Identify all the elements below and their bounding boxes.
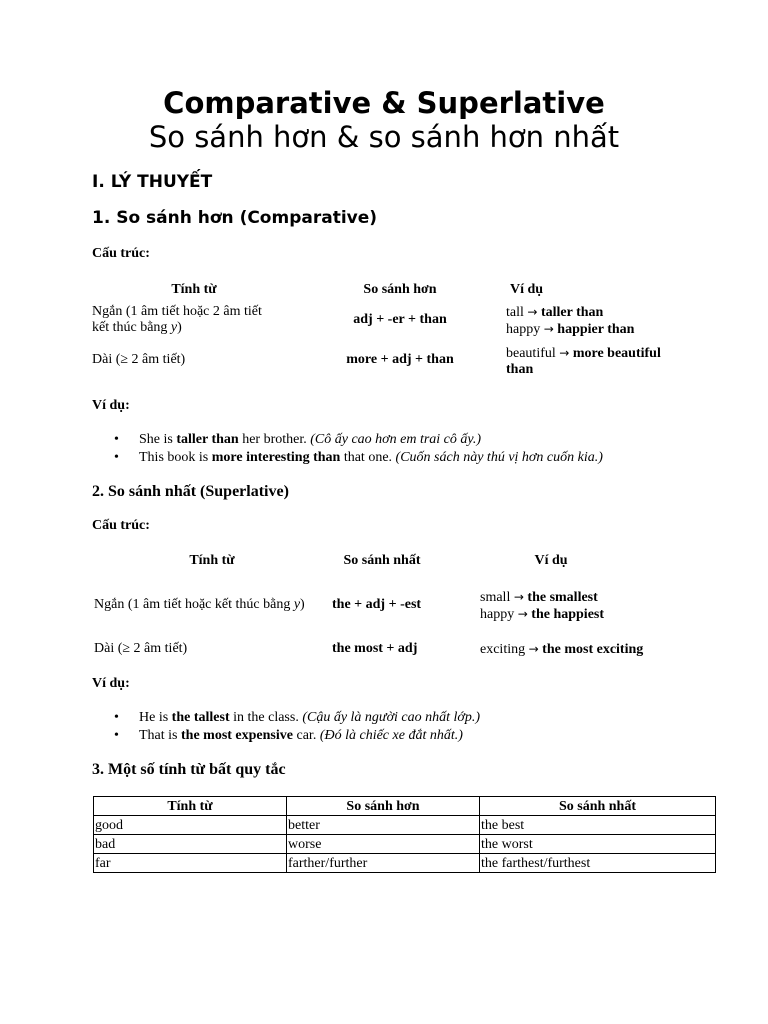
result: the smallest — [527, 590, 598, 605]
superlative-examples-list — [92, 709, 732, 745]
structure-label-text: Cấu trúc: — [92, 518, 150, 533]
word: happy — [480, 607, 515, 622]
adj-suffix: ) — [300, 597, 305, 612]
theory-heading-text: I. LÝ THUYẾT — [92, 172, 213, 192]
sup-row2-form: the most + adj — [332, 641, 418, 656]
irr-header-adj: Tính từ — [94, 797, 287, 816]
arrow-right-icon: → — [517, 607, 528, 621]
irregular-heading: 3. Một số tính từ bất quy tắc — [92, 761, 286, 778]
comp-row2-form: more + adj + than — [346, 352, 454, 367]
superlative-structure-label — [92, 518, 150, 534]
comp-row1-adj-line2 — [92, 320, 302, 336]
comparative-structure-label — [92, 246, 150, 262]
example-translation: (Cậu ấy là người cao nhất lớp.) — [302, 710, 481, 725]
comp-header-form: So sánh hơn — [363, 282, 437, 297]
example-text: She is — [139, 432, 177, 447]
comp-row1-form: adj + -er + than — [353, 312, 447, 327]
page-title: Comparative & Superlative — [163, 86, 605, 120]
comp-header-adj: Tính từ — [171, 282, 217, 297]
result: more beautiful — [572, 346, 661, 361]
sup-header-example: Ví dụ — [534, 553, 568, 568]
comparative-examples-list — [92, 431, 732, 467]
comp-row2-example1 — [506, 345, 706, 362]
arrow-right-icon: → — [527, 305, 538, 319]
irregular-table — [93, 796, 716, 873]
structure-label-text: Cấu trúc: — [92, 246, 150, 261]
page-subtitle: So sánh hơn & so sánh hơn nhất — [148, 120, 620, 154]
theory-heading — [92, 172, 212, 192]
adj-letter: y — [170, 320, 178, 335]
example-translation: (Cô ấy cao hơn em trai cô ấy.) — [310, 432, 482, 447]
table-cell: the worst — [480, 835, 716, 854]
result: taller than — [540, 305, 604, 320]
adj-text: Ngắn (1 âm tiết hoặc kết thúc bằng — [94, 597, 294, 612]
example-bold: more interesting than — [211, 450, 341, 465]
result: the happiest — [531, 607, 605, 622]
superlative-heading: 2. So sánh nhất (Superlative) — [92, 483, 289, 500]
irr-header-comparative: So sánh hơn — [287, 797, 480, 816]
table-cell: farther/further — [287, 854, 480, 873]
example-text: That is — [139, 728, 181, 743]
list-item — [92, 431, 732, 449]
word: happy — [506, 322, 541, 337]
table-row — [94, 816, 716, 835]
irr-header-superlative: So sánh nhất — [480, 797, 716, 816]
table-cell: good — [94, 816, 287, 835]
word: exciting — [480, 642, 526, 657]
example-text: He is — [139, 710, 172, 725]
table-cell: the farthest/furthest — [480, 854, 716, 873]
sup-header-form: So sánh nhất — [343, 553, 421, 568]
adj-text: kết thúc bằng — [92, 320, 171, 335]
example-text: her brother. — [238, 432, 311, 447]
table-cell: better — [287, 816, 480, 835]
arrow-right-icon: → — [559, 346, 570, 360]
example-text: in the class. — [229, 710, 303, 725]
sup-row1-example2 — [480, 606, 720, 623]
word: tall — [506, 305, 524, 320]
comp-row1-adj — [92, 304, 302, 336]
list-item — [92, 709, 732, 727]
superlative-examples-label — [92, 676, 130, 692]
table-cell: bad — [94, 835, 287, 854]
table-cell: worse — [287, 835, 480, 854]
table-row — [94, 854, 716, 873]
result: happier than — [557, 322, 635, 337]
sup-header-adj: Tính từ — [189, 553, 235, 568]
example-text: car. — [293, 728, 320, 743]
comp-row2-example1-cont: than — [506, 362, 534, 377]
example-bold: the most expensive — [181, 728, 293, 743]
arrow-right-icon: → — [513, 590, 524, 604]
adj-letter: y — [293, 597, 301, 612]
sup-row1-example1 — [480, 589, 720, 606]
table-cell: far — [94, 854, 287, 873]
list-item — [92, 727, 732, 745]
adj-suffix: ) — [177, 320, 182, 335]
sup-row1-form: the + adj + -est — [332, 597, 422, 612]
result: the most exciting — [542, 642, 644, 657]
table-row — [94, 835, 716, 854]
arrow-right-icon: → — [528, 642, 539, 656]
comp-row2-examples — [506, 345, 706, 378]
example-bold: the tallest — [171, 710, 230, 725]
example-bold: taller than — [176, 432, 239, 447]
table-header-row — [94, 797, 716, 816]
example-translation: (Cuốn sách này thú vị hơn cuốn kia.) — [395, 450, 603, 465]
sup-row2-adj: Dài (≥ 2 âm tiết) — [94, 641, 188, 656]
example-text: that one. — [340, 450, 396, 465]
comp-row1-adj-line1: Ngắn (1 âm tiết hoặc 2 âm tiết — [92, 304, 262, 319]
sup-row2-example1 — [480, 641, 720, 658]
comparative-heading: 1. So sánh hơn (Comparative) — [92, 208, 378, 228]
comp-row1-example1 — [506, 304, 706, 321]
comparative-examples-label: Ví dụ: — [92, 398, 130, 413]
sup-row1-adj — [94, 597, 334, 613]
comp-header-example: Ví dụ — [510, 282, 544, 297]
comp-row1-example2 — [506, 321, 706, 338]
examples-label-text: Ví dụ: — [92, 676, 130, 691]
example-translation: (Đó là chiếc xe đắt nhất.) — [319, 728, 463, 743]
word: small — [480, 590, 511, 605]
word: beautiful — [506, 346, 556, 361]
sup-row1-examples — [480, 589, 720, 623]
comp-row1-examples — [506, 304, 706, 338]
arrow-right-icon: → — [543, 322, 554, 336]
example-text: This book is — [139, 450, 212, 465]
comp-row2-adj: Dài (≥ 2 âm tiết) — [92, 352, 186, 367]
table-cell: the best — [480, 816, 716, 835]
list-item — [92, 449, 732, 467]
